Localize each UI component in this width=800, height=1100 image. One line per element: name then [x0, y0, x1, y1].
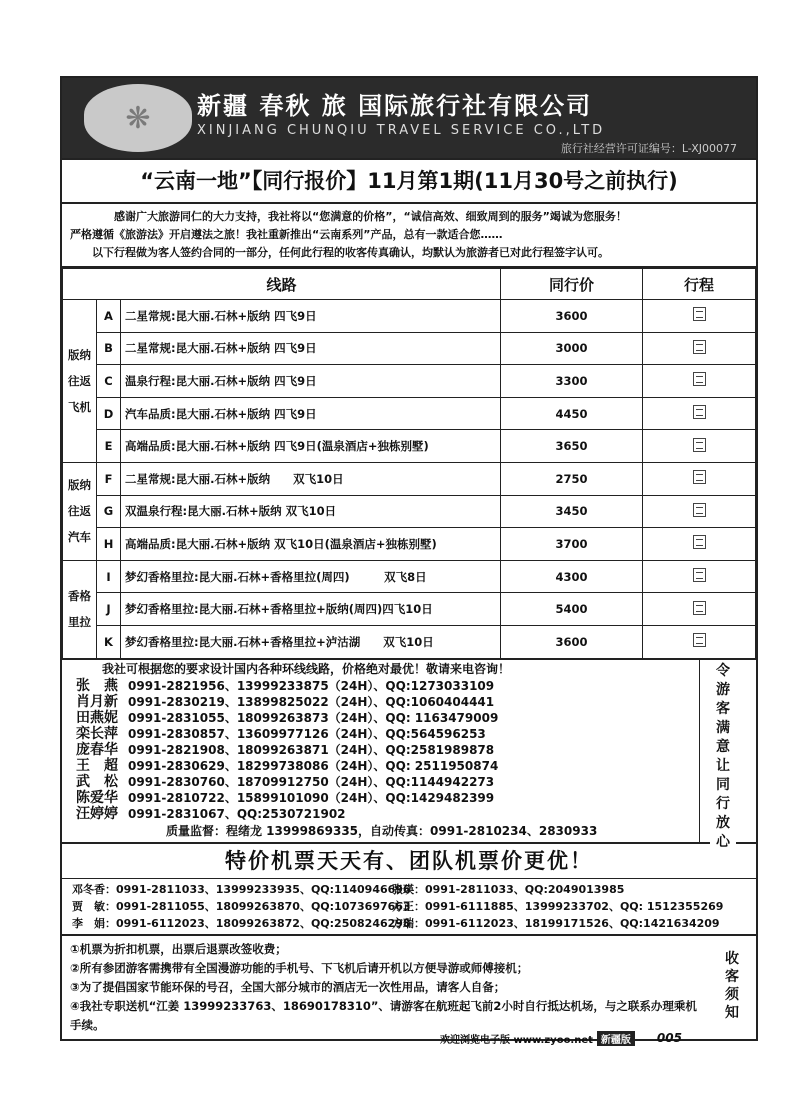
- note-item: ③为了提倡国家节能环保的号召，全国大部分城市的酒店无一次性用品，请客人自备；: [70, 979, 506, 994]
- contact-line: [62, 790, 756, 806]
- table-row: [63, 625, 756, 658]
- contact-info: 0991-2810722、15899101090（24H）、QQ:1429482399: [128, 790, 495, 805]
- contact-name: 田燕妮: [76, 709, 118, 726]
- table-row: [63, 300, 756, 333]
- route-name: 二星常规:昆大丽.石林+版纳 双飞10日: [121, 462, 501, 495]
- route-price: 4450: [501, 397, 643, 430]
- table-row: [63, 397, 756, 430]
- col-itinerary-header: 行程: [643, 269, 756, 300]
- contact-name: 肖月新: [76, 693, 118, 710]
- row-letter: C: [97, 365, 121, 398]
- route-price: 3450: [501, 495, 643, 528]
- notes-title: 收客须知: [725, 950, 739, 1021]
- note-item: ②所有参团游客需携带有全国漫游功能的手机号、下飞机后请开机以方便导游或师傅接机；: [70, 960, 529, 975]
- row-letter: B: [97, 332, 121, 365]
- route-name: 梦幻香格里拉:昆大丽.石林+香格里拉+版纳(周四)四飞10日: [121, 593, 501, 626]
- itinerary-document-icon[interactable]: [693, 633, 706, 647]
- route-price: 3600: [501, 300, 643, 333]
- page-title: “云南一地”【同行报价】11月第1期(11月30号之前执行): [62, 158, 756, 204]
- ticket-contact: 邓冬香：0991-2811033、13999233935、QQ:1140946696: [72, 882, 411, 896]
- ticket-contact: 李 娟：0991-6112023、18099263872、QQ:2508246298: [72, 916, 411, 930]
- route-name: 双温泉行程:昆大丽.石林+版纳 双飞10日: [121, 495, 501, 528]
- contact-name: 张 燕: [76, 677, 118, 694]
- contacts-headline: 我社可根据您的要求设计国内各种环线线路，价格绝对最优！敬请来电咨询！: [102, 661, 511, 676]
- row-letter: D: [97, 397, 121, 430]
- page-footer: [440, 1029, 754, 1047]
- intro-text: [62, 204, 756, 268]
- group-label: 版纳往返飞机: [63, 300, 97, 463]
- table-row: [63, 560, 756, 593]
- group-label: 版纳往返汽车: [63, 462, 97, 560]
- contact-line: [62, 806, 756, 822]
- route-name: 梦幻香格里拉:昆大丽.石林+香格里拉(周四) 双飞8日: [121, 560, 501, 593]
- route-name: 温泉行程:昆大丽.石林+版纳 四飞9日: [121, 365, 501, 398]
- ticket-banner: 特价机票天天有、团队机票价更优！: [62, 842, 756, 879]
- ticket-row: [72, 881, 746, 898]
- ticket-contact: 方瑞：0991-6112023、18199171526、QQ:1421634209: [392, 916, 720, 930]
- itinerary-document-icon[interactable]: [693, 503, 706, 517]
- route-price: 3650: [501, 430, 643, 463]
- row-letter: E: [97, 430, 121, 463]
- route-price: 4300: [501, 560, 643, 593]
- itinerary-document-icon[interactable]: [693, 307, 706, 321]
- contact-line: [62, 758, 756, 774]
- contact-line: [62, 694, 756, 710]
- contact-info: 0991-2831055、18099263873（24H）、QQ: 1163479009: [128, 710, 499, 725]
- contact-name: 陈爱华: [76, 789, 118, 806]
- row-letter: F: [97, 462, 121, 495]
- contact-line: [62, 726, 756, 742]
- slogan-vertical: 令游客满意 让同行放心: [710, 662, 736, 852]
- company-header: [62, 78, 756, 158]
- itinerary-document-icon[interactable]: [693, 535, 706, 549]
- itinerary-document-icon[interactable]: [693, 340, 706, 354]
- row-letter: K: [97, 625, 121, 658]
- contact-line: [62, 742, 756, 758]
- price-sheet: [60, 76, 758, 1041]
- contact-info: 0991-2821956、13999233875（24H）、QQ:1273033109: [128, 678, 495, 693]
- table-row: [63, 430, 756, 463]
- note-item: ④我社专职送机“江姜 13999233763、18690178310”、请游客在航班起飞前2小时自行抵达机场，与之联系办理乘机手续。: [70, 998, 697, 1032]
- group-label: 香格里拉: [63, 560, 97, 658]
- company-name: 新疆 春秋 旅 国际旅行社有限公司: [197, 92, 593, 120]
- contacts-section: [62, 659, 756, 850]
- col-route-header: 线路: [63, 269, 501, 300]
- table-row: [63, 462, 756, 495]
- contact-info: 0991-2821908、18099263871（24H）、QQ:2581989878: [128, 742, 495, 757]
- contact-info: 0991-2830857、13609977126（24H）、QQ:564596253: [128, 726, 486, 741]
- company-english-name: XINJIANG CHUNQIU TRAVEL SERVICE CO.,LTD: [197, 123, 606, 138]
- contact-info: 0991-2830219、13899825022（24H）、QQ:1060404441: [128, 694, 495, 709]
- contact-name: 汪婷婷: [76, 805, 118, 822]
- route-price: 3300: [501, 365, 643, 398]
- company-logo: ❋: [84, 84, 192, 152]
- footer-website[interactable]: 欢迎浏览电子版 www.zyoo.net: [440, 1034, 593, 1046]
- table-header-row: [63, 269, 756, 300]
- route-price-table: [62, 268, 756, 659]
- note-item: ①机票为折扣机票，出票后退票改签收费；: [70, 941, 287, 956]
- row-letter: I: [97, 560, 121, 593]
- row-letter: A: [97, 300, 121, 333]
- ticket-contacts: [62, 879, 756, 936]
- ticket-row: [72, 915, 746, 932]
- row-letter: G: [97, 495, 121, 528]
- itinerary-document-icon[interactable]: [693, 470, 706, 484]
- table-row: [63, 593, 756, 626]
- table-row: [63, 332, 756, 365]
- contact-name: 栾长萍: [76, 725, 118, 742]
- row-letter: J: [97, 593, 121, 626]
- contact-name: 武 松: [76, 773, 118, 790]
- intro-line: 以下行程做为客人签约合同的一部分，任何此行程的收客传真确认，均默认为旅游者已对此行程签字认可。: [92, 246, 609, 259]
- table-row: [63, 528, 756, 561]
- contact-info: 0991-2830629、18299738086（24H）、QQ: 2511950874: [128, 758, 499, 773]
- itinerary-document-icon[interactable]: [693, 568, 706, 582]
- route-name: 梦幻香格里拉:昆大丽.石林+香格里拉+泸沽湖 双飞10日: [121, 625, 501, 658]
- route-price: 2750: [501, 462, 643, 495]
- quality-supervision: 质量监督：程绪龙 13999869335，自动传真：0991-2810234、2830933: [166, 823, 598, 838]
- route-price: 5400: [501, 593, 643, 626]
- route-name: 高端品质:昆大丽.石林+版纳 双飞10日(温泉酒店+独栋别墅): [121, 528, 501, 561]
- booking-notes: [62, 936, 756, 1039]
- ticket-contact: 贾 敏：0991-2811055、18099263870、QQ:1073697663: [72, 899, 411, 913]
- contact-name: 王 超: [76, 757, 118, 774]
- route-name: 二星常规:昆大丽.石林+版纳 四飞9日: [121, 300, 501, 333]
- route-price: 3000: [501, 332, 643, 365]
- ticket-contact: 方正：0991-6111885、13999233702、QQ: 1512355269: [392, 899, 724, 913]
- contact-line: [62, 774, 756, 790]
- route-name: 汽车品质:昆大丽.石林+版纳 四飞9日: [121, 397, 501, 430]
- edition-badge: 新疆版: [597, 1031, 635, 1046]
- intro-line: 感谢广大旅游同仁的大力支持，我社将以“您满意的价格”，“诚信高效、细致周到的服务”竭诚为您服务！: [114, 210, 627, 223]
- contact-info: 0991-2831067、QQ:2530721902: [128, 806, 346, 821]
- itinerary-document-icon[interactable]: [693, 372, 706, 386]
- route-name: 高端品质:昆大丽.石林+版纳 四飞9日(温泉酒店+独栋别墅): [121, 430, 501, 463]
- route-price: 3600: [501, 625, 643, 658]
- contact-line: [62, 678, 756, 694]
- contact-info: 0991-2830760、18709912750（24H）、QQ:1144942273: [128, 774, 495, 789]
- itinerary-document-icon[interactable]: [693, 438, 706, 452]
- table-row: [63, 495, 756, 528]
- page-number: 005: [656, 1031, 682, 1045]
- table-row: [63, 365, 756, 398]
- license-number: 旅行社经营许可证编号：L-XJ00077: [560, 142, 737, 155]
- row-letter: H: [97, 528, 121, 561]
- col-price-header: 同行价: [501, 269, 643, 300]
- ticket-contact: 张瑛：0991-2811033、QQ:2049013985: [392, 882, 625, 896]
- contact-name: 庞春华: [76, 741, 118, 758]
- route-price: 3700: [501, 528, 643, 561]
- ticket-row: [72, 898, 746, 915]
- contact-line: [62, 710, 756, 726]
- route-name: 二星常规:昆大丽.石林+版纳 四飞9日: [121, 332, 501, 365]
- itinerary-document-icon[interactable]: [693, 405, 706, 419]
- intro-line: 严格遵循《旅游法》开启遵法之旅！我社重新推出“云南系列”产品，总有一款适合您……: [70, 228, 503, 241]
- itinerary-document-icon[interactable]: [693, 601, 706, 615]
